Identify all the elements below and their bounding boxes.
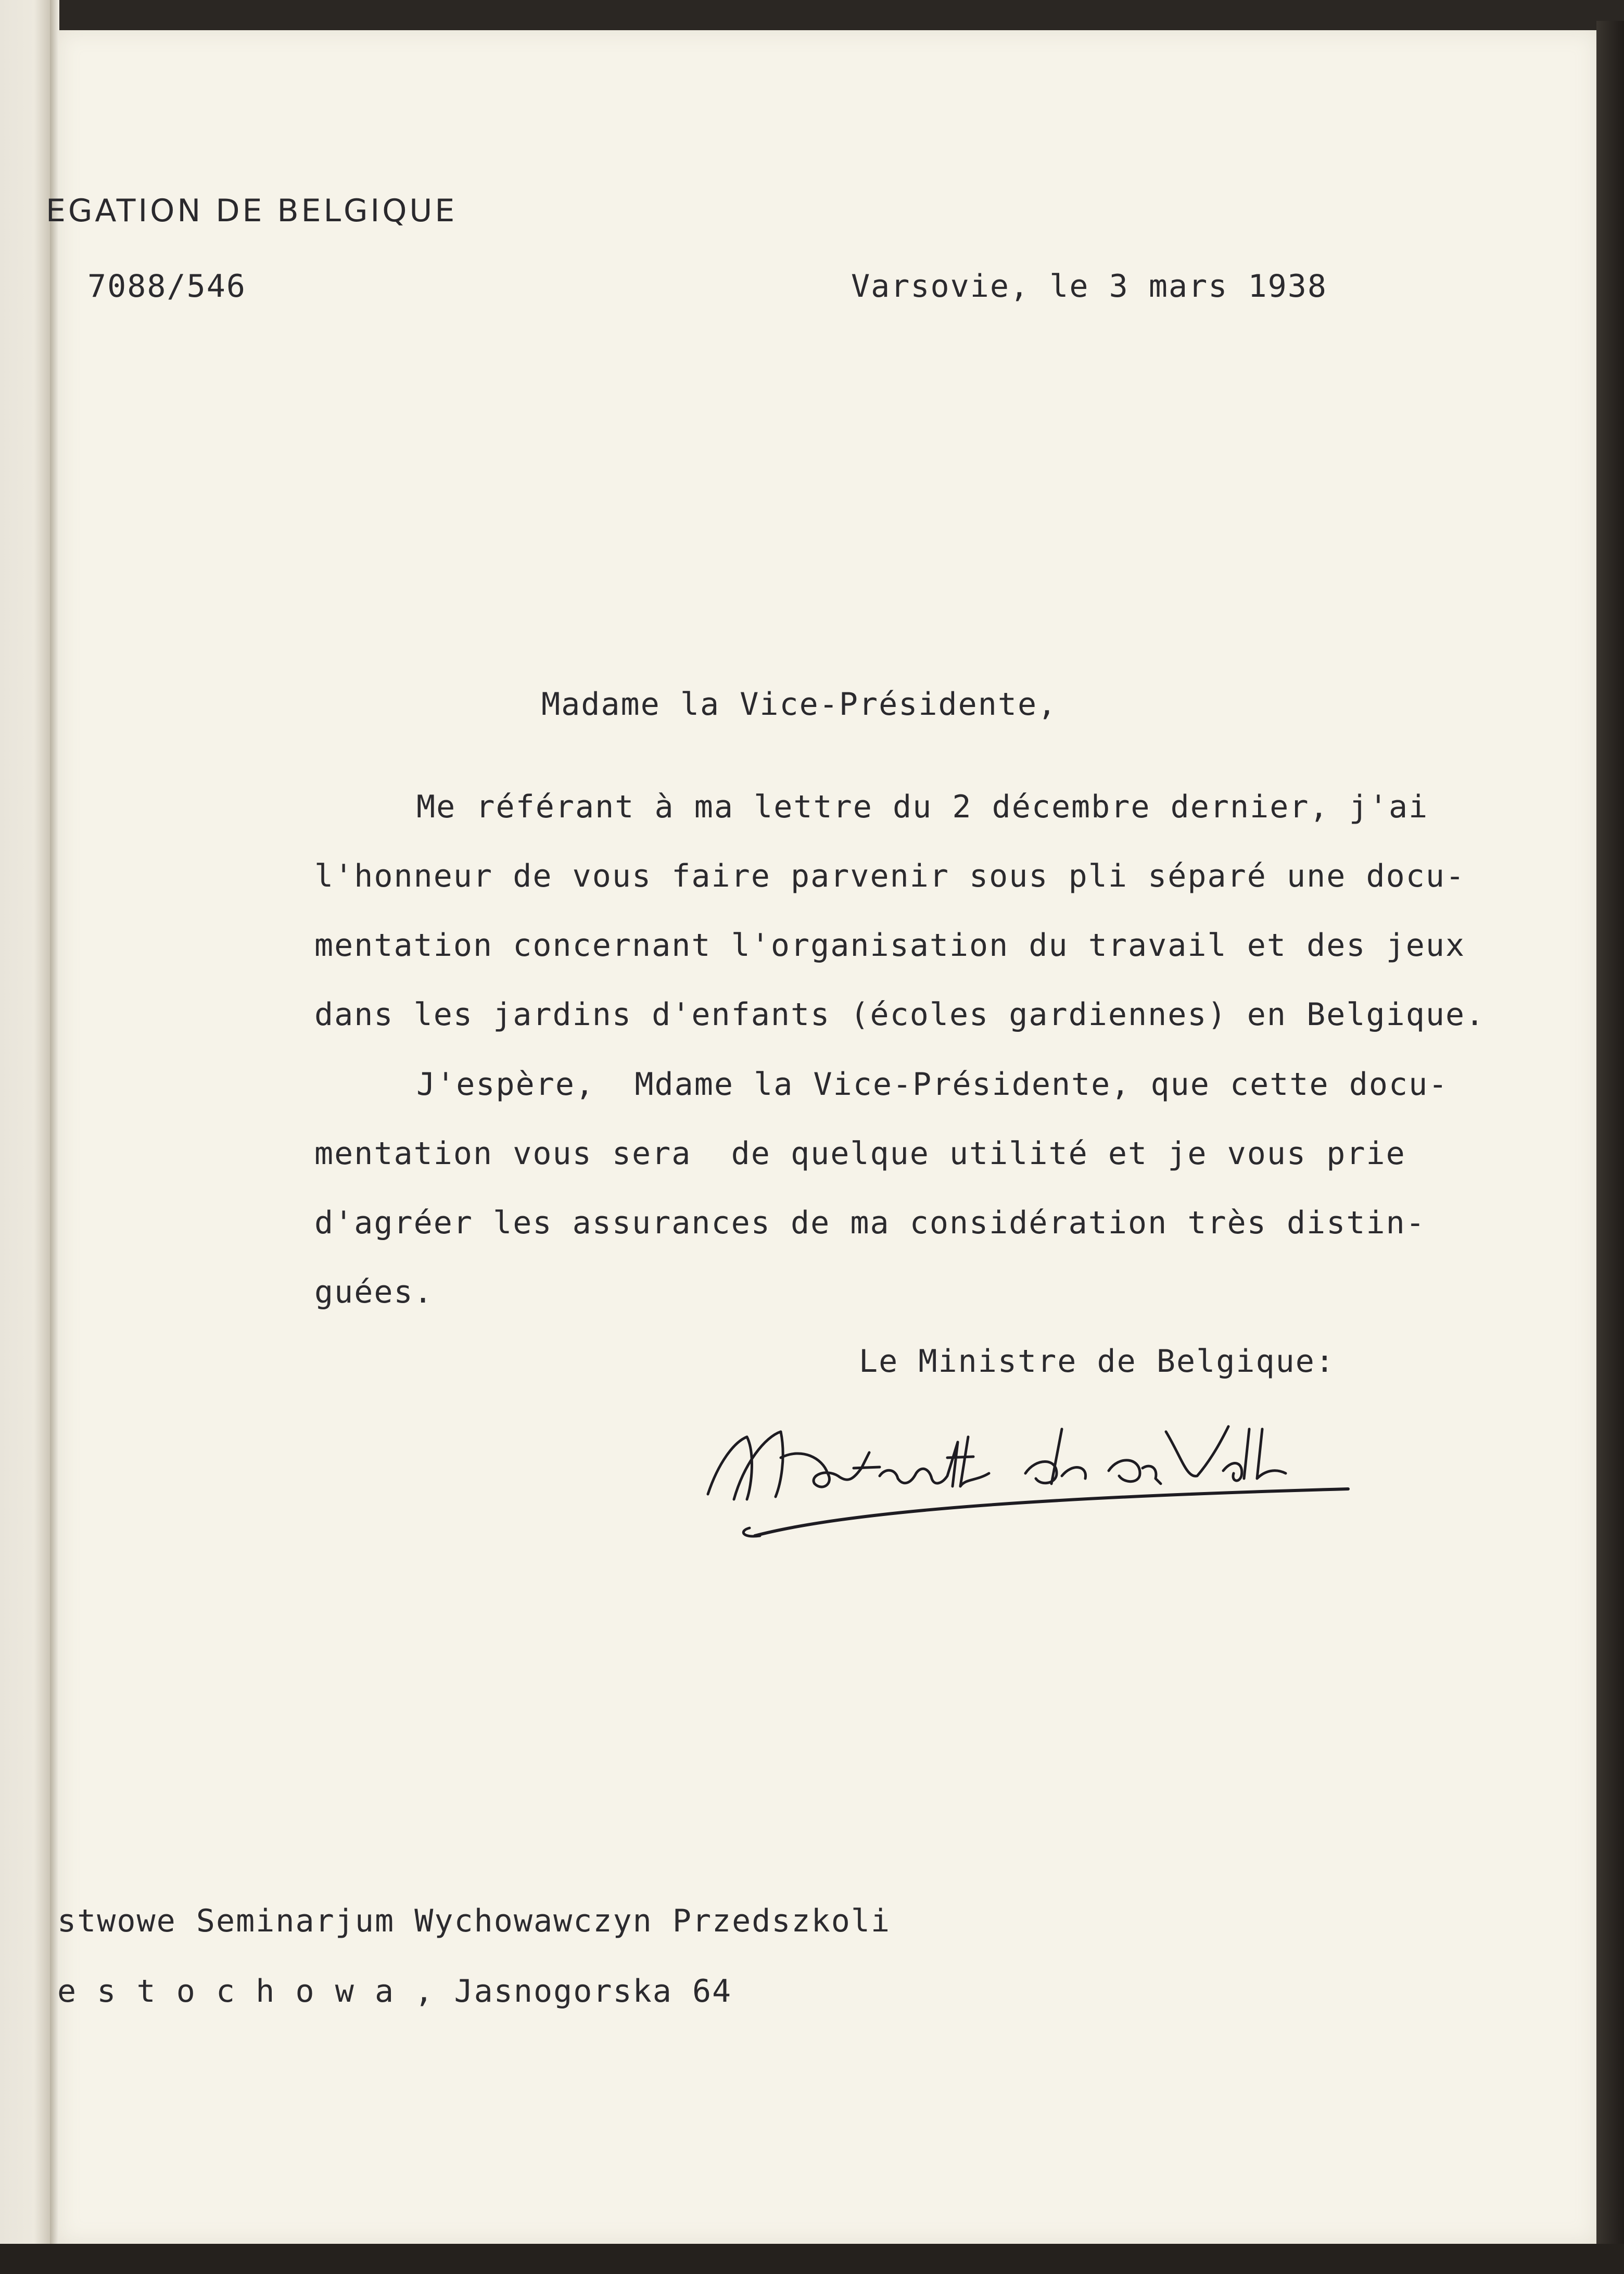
date-line: Varsovie, le 3 mars 1938 [851, 268, 1327, 305]
body-line: d'agréer les assurances de ma considération très distin- [314, 1205, 1426, 1241]
letterhead: EGATION DE BELGIQUE [46, 193, 458, 229]
salutation: Madame la Vice-Présidente, [541, 686, 1058, 723]
scan-right-edge [1596, 21, 1624, 2274]
handwritten-signature [697, 1380, 1364, 1557]
body-line: Me référant à ma lettre du 2 décembre dernier, j'ai [416, 789, 1429, 825]
closing: Le Ministre de Belgique: [859, 1343, 1335, 1380]
recipient-address-line-2: e s t o c h o w a , Jasnogorska 64 [57, 1973, 732, 2010]
body-line: guées. [314, 1274, 434, 1310]
body-line: dans les jardins d'enfants (écoles gardiennes) en Belgique. [314, 996, 1486, 1033]
body-line: mentation vous sera de quelque utilité et je vous prie [314, 1135, 1406, 1172]
scan-bottom-edge [0, 2244, 1624, 2274]
binding-margin [0, 0, 57, 2274]
body-line: mentation concernant l'organisation du travail et des jeux [314, 927, 1466, 964]
recipient-address-line-1: stwowe Seminarjum Wychowawczyn Przedszkoli [57, 1903, 891, 1939]
body-line: J'espère, Mdame la Vice-Présidente, que cette docu- [416, 1066, 1449, 1103]
scan-top-edge [0, 0, 1624, 31]
body-line: l'honneur de vous faire parvenir sous pli séparé une docu- [314, 858, 1466, 894]
reference-number: 7088/546 [87, 268, 246, 305]
